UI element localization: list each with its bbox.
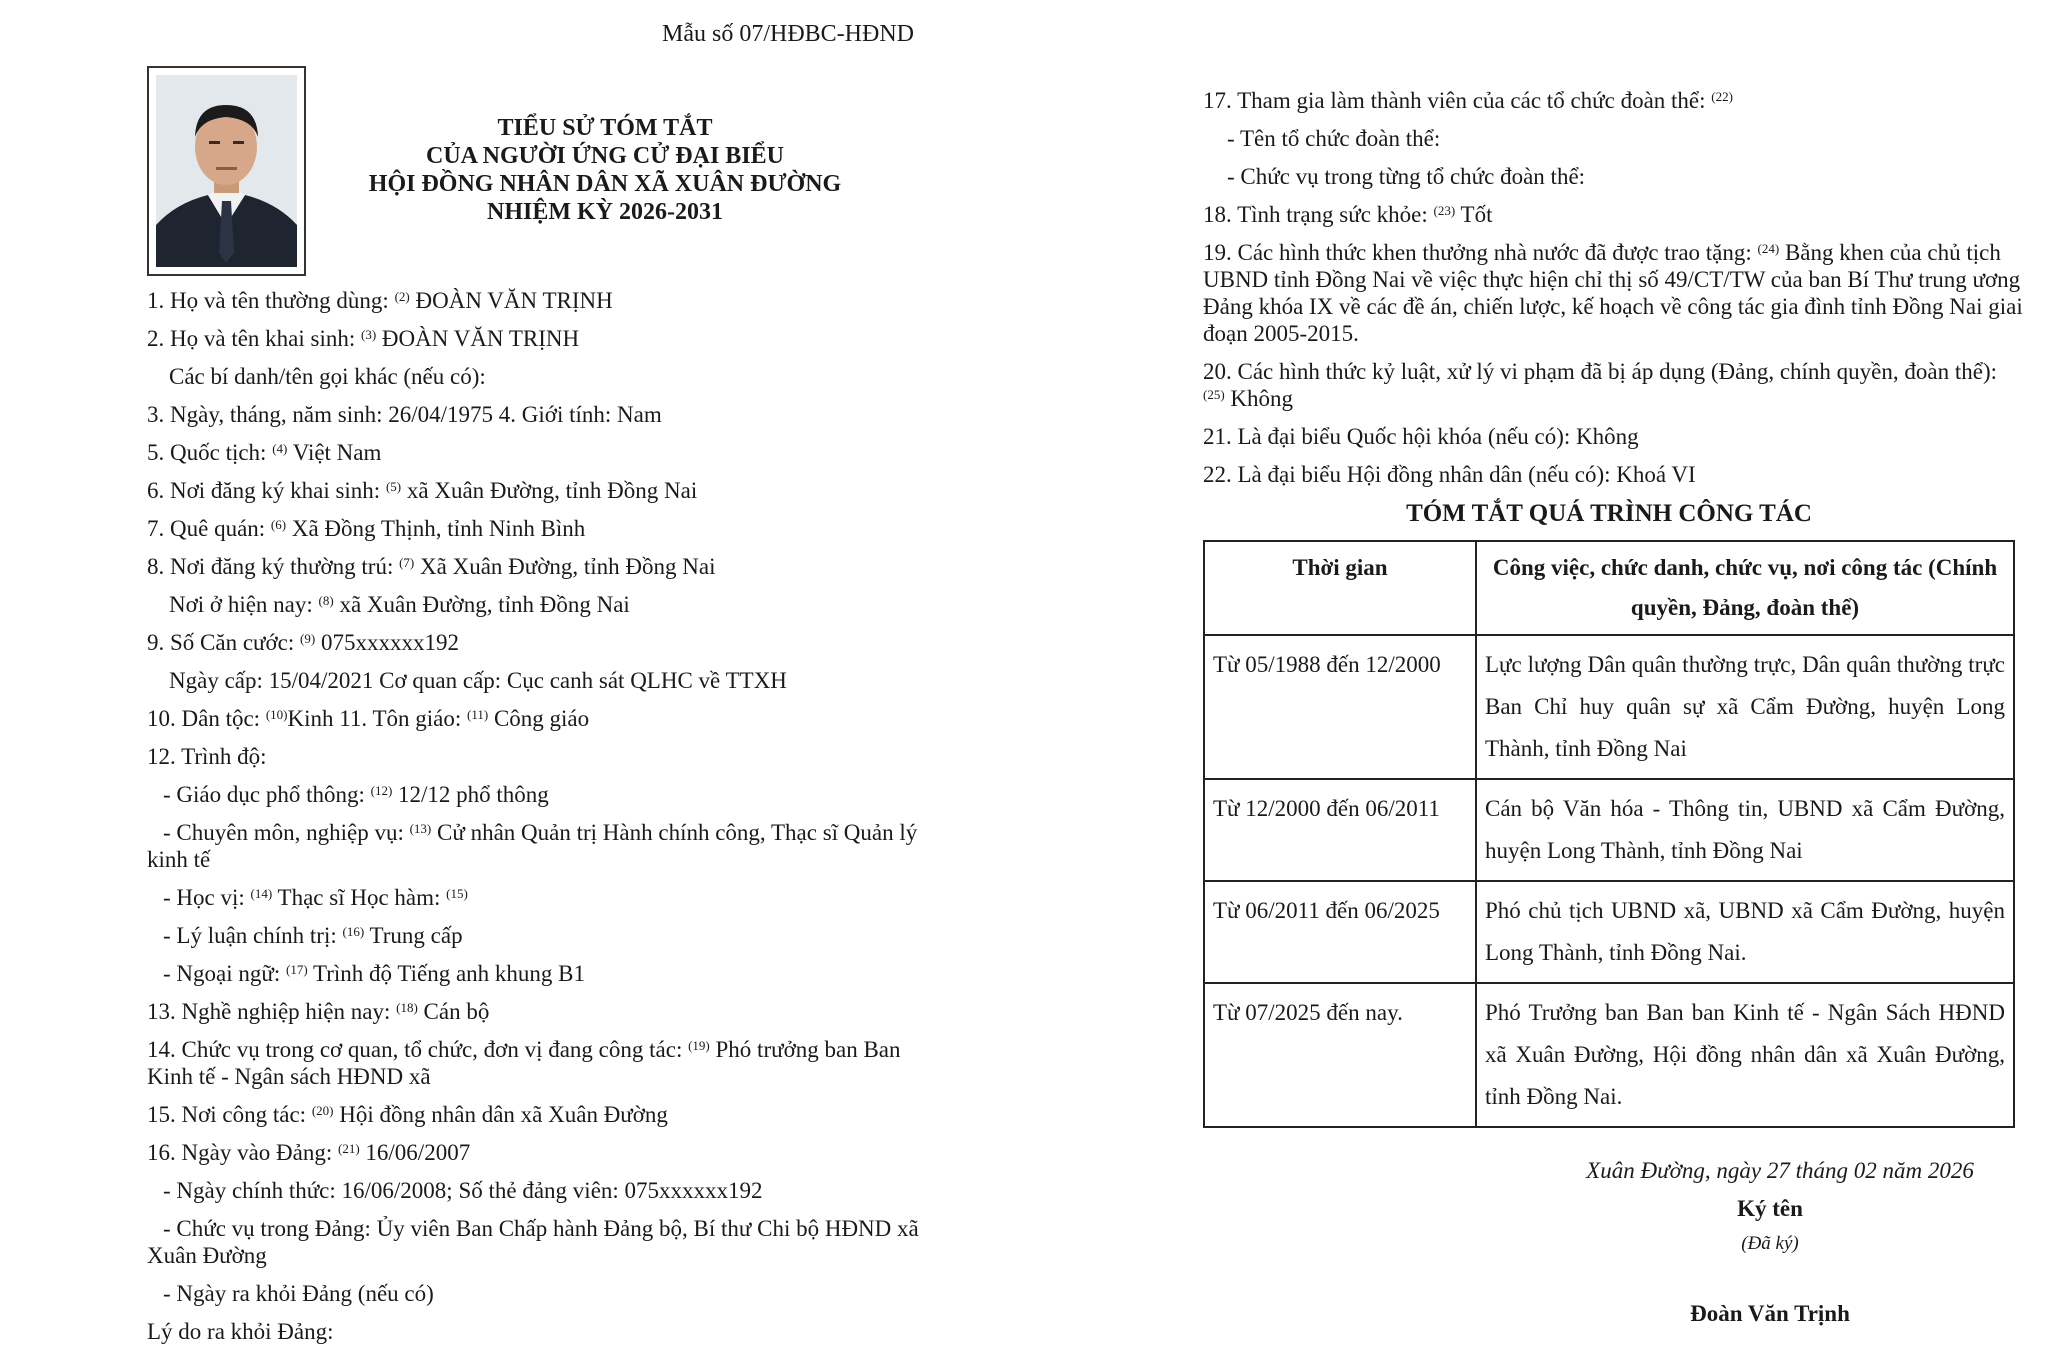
row-period: Từ 06/2011 đến 06/2025 [1204,881,1476,983]
field-birth-registration: 6. Nơi đăng ký khai sinh: $^{(5)}$ xã Xuân Đường, tỉnh Đồng Nai [147,478,698,503]
field-birth-date-gender: 3. Ngày, tháng, năm sinh: 26/04/1975 4. Giới tính: Nam [147,402,662,427]
title-line-2: CỦA NGƯỜI ỨNG CỬ ĐẠI BIỂU [425,143,784,169]
field-health: 18. Tình trạng sức khỏe: $^{(23)}$ Tốt [1203,202,1493,227]
row-description: Cán bộ Văn hóa - Thông tin, UBND xã Cẩm Đường, huyện Long Thành, tỉnh Đồng Nai [1476,779,2014,881]
row-description: Lực lượng Dân quân thường trực, Dân quân thường trực Ban Chỉ huy quân sự xã Cẩm Đường, huyện Long Thành, tỉnh Đồng Nai [1476,635,2014,779]
field-organization-position: - Chức vụ trong từng tổ chức đoàn thể: [1227,164,1586,189]
field-specialization: - Chuyên môn, nghiệp vụ: $^{(13)}$ Cử nhân Quản trị Hành chính công, Thạc sĩ Quản lý kinh tế [147,820,918,872]
field-occupation: 13. Nghề nghiệp hiện nay: $^{(18)}$ Cán bộ [147,999,490,1024]
field-id-issue: Ngày cấp: 15/04/2021 Cơ quan cấp: Cục canh sát QLHC về TTXH [169,668,787,693]
field-education-heading: 12. Trình độ: [147,744,267,769]
header-time: Thời gian [1204,541,1476,635]
field-birth-name: 2. Họ và tên khai sinh: $^{(3)}$ ĐOÀN VĂN TRỊNH [147,326,580,351]
field-party-official: - Ngày chính thức: 16/06/2008; Số thẻ đảng viên: 075xxxxxx192 [163,1178,763,1203]
field-common-name: 1. Họ và tên thường dùng: $^{(2)}$ ĐOÀN VĂN TRỊNH [147,288,613,313]
portrait-photo-frame [147,66,306,276]
header-work: Công việc, chức danh, chức vụ, nơi công tác (Chính quyền, Đảng, đoàn thể) [1476,541,2014,635]
row-period: Từ 05/1988 đến 12/2000 [1204,635,1476,779]
field-id-number: 9. Số Căn cước: $^{(9)}$ 075xxxxxx192 [147,630,459,655]
form-code: Mẫu số 07/HĐBC-HĐND [662,21,914,47]
portrait-illustration [156,75,297,267]
field-general-education: - Giáo dục phổ thông: $^{(12)}$ 12/12 phổ thông [163,782,549,807]
signature-place-date: Xuân Đường, ngày 27 tháng 02 năm 2026 [1586,1158,1974,1183]
field-national-assembly: 21. Là đại biểu Quốc hội khóa (nếu có): Không [1203,424,1639,449]
field-organizations: 17. Tham gia làm thành viên của các tổ chức đoàn thể: $^{(22)}$ [1203,88,1733,113]
field-disciplinary: 20. Các hình thức kỷ luật, xử lý vi phạm đã bị áp dụng (Đảng, chính quyền, đoàn thể): $^{(25)}$ Không [1203,359,1997,411]
table-row [1204,635,2014,779]
field-alias: Các bí danh/tên gọi khác (nếu có): [169,364,486,389]
title-line-4: NHIỆM KỲ 2026-2031 [487,199,723,225]
field-current-residence: Nơi ở hiện nay: $^{(8)}$ xã Xuân Đường, tỉnh Đồng Nai [169,592,630,617]
document-title [330,114,880,226]
table-row [1204,881,2014,983]
field-party-leave-date: - Ngày ra khỏi Đảng (nếu có) [163,1281,434,1306]
field-nationality: 5. Quốc tịch: $^{(4)}$ Việt Nam [147,440,382,465]
table-row [1204,983,2014,1127]
field-position: 14. Chức vụ trong cơ quan, tổ chức, đơn vị đang công tác: $^{(19)}$ Phó trưởng ban Ban Kinh tế - Ngân sách HĐND xã [147,1037,901,1089]
row-period: Từ 07/2025 đến nay. [1204,983,1476,1127]
field-political-theory: - Lý luận chính trị: $^{(16)}$ Trung cấp [163,923,463,948]
field-peoples-council: 22. Là đại biểu Hội đồng nhân dân (nếu có): Khoá VI [1203,462,1696,487]
signature-label: Ký tên [1737,1196,1803,1221]
field-organization-name: - Tên tổ chức đoàn thể: [1227,126,1441,151]
field-permanent-residence: 8. Nơi đăng ký thường trú: $^{(7)}$ Xã Xuân Đường, tỉnh Đồng Nai [147,554,716,579]
signature-note: (Đã ký) [1741,1233,1799,1254]
field-hometown: 7. Quê quán: $^{(6)}$ Xã Đồng Thịnh, tỉnh Ninh Bình [147,516,586,541]
field-ethnicity-religion: 10. Dân tộc: $^{(10)}$Kinh 11. Tôn giáo: $^{(11)}$ Công giáo [147,706,590,731]
field-party-position: - Chức vụ trong Đảng: Ủy viên Ban Chấp hành Đảng bộ, Bí thư Chi bộ HĐND xã Xuân Đường [147,1216,919,1268]
table-row [1204,779,2014,881]
left-column [147,282,977,1351]
work-history-title: TÓM TẮT QUÁ TRÌNH CÔNG TÁC [1406,500,1812,527]
field-workplace: 15. Nơi công tác: $^{(20)}$ Hội đồng nhân dân xã Xuân Đường [147,1102,668,1127]
signer-name: Đoàn Văn Trịnh [1690,1301,1850,1326]
row-period: Từ 12/2000 đến 06/2011 [1204,779,1476,881]
table-header-row [1204,541,2014,635]
field-degree: - Học vị: $^{(14)}$ Thạc sĩ Học hàm: $^{(15)}$ [163,885,468,910]
work-history-table [1203,540,2015,1128]
right-column [1203,82,2023,494]
field-party-leave-reason: Lý do ra khỏi Đảng: [147,1319,334,1344]
title-line-3: HỘI ĐỒNG NHÂN DÂN XÃ XUÂN ĐƯỜNG [368,171,842,197]
portrait-photo [156,75,297,267]
field-awards: 19. Các hình thức khen thưởng nhà nước đã được trao tặng: $^{(24)}$ Bằng khen của chủ tịch UBND tỉnh Đồng Nai về việc thực hiện chỉ thị số 49/CT/TW của ban Bí Thư trung ương Đảng khóa IX về các đề án, chiến lược, kế hoạch về công tác gia đình tỉnh Đồng Nai giai đoạn 2005-2015. [1203,240,2023,346]
field-foreign-language: - Ngoại ngữ: $^{(17)}$ Trình độ Tiếng anh khung B1 [163,961,586,986]
title-line-1: TIỂU SỬ TÓM TẮT [497,115,713,141]
row-description: Phó Trưởng ban Ban ban Kinh tế - Ngân Sách HĐND xã Xuân Đường, Hội đồng nhân dân xã Xuân Đường, tỉnh Đồng Nai. [1476,983,2014,1127]
row-description: Phó chủ tịch UBND xã, UBND xã Cẩm Đường, huyện Long Thành, tỉnh Đồng Nai. [1476,881,2014,983]
field-party-join-date: 16. Ngày vào Đảng: $^{(21)}$ 16/06/2007 [147,1140,471,1165]
